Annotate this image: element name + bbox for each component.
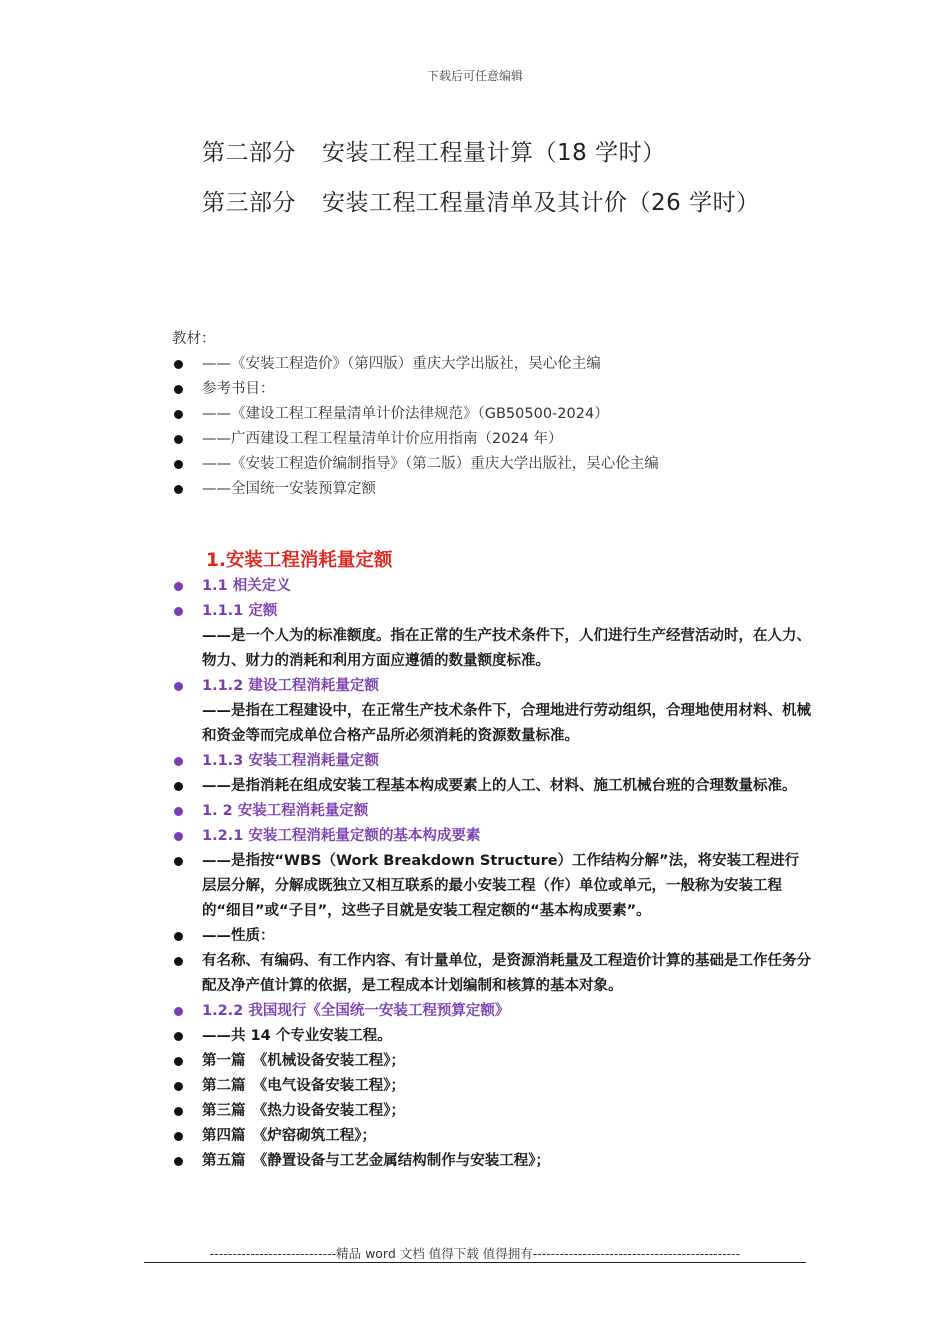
bullet-icon [174, 807, 183, 816]
heading-1-2-2: 1.2.2 我国现行《全国统一安装工程预算定额》 [172, 999, 812, 1024]
nature-text: 有名称、有编码、有工作内容、有计量单位，是资源消耗量及工程造价计算的基础是工作任务分配及净产值计算的依据，是工程成本计划编制和核算的基本对象。 [172, 949, 812, 999]
part-three-title [202, 184, 760, 217]
volume-item: 第三篇 《热力设备安装工程》； [172, 1099, 812, 1124]
bullet-icon [174, 410, 183, 419]
textbook-block [172, 327, 812, 502]
footer-note: ----------------------------精品 word 文档 值得下载 值得拥有---------------------------------------------- [209, 1246, 741, 1261]
volume-item: 第四篇 《炉窑砌筑工程》； [172, 1124, 812, 1149]
list-item: ——《安装工程造价编制指导》（第二版）重庆大学出版社，吴心伦主编 [172, 452, 812, 477]
section-consumption-quota [172, 547, 812, 1174]
heading-1-1-2: 1.1.2 建设工程消耗量定额 [172, 674, 812, 699]
list-item: ——广西建设工程工程量清单计价应用指南（2024 年） [172, 427, 812, 452]
bullet-icon [174, 932, 183, 941]
bullet-icon [174, 957, 183, 966]
heading-1-1: 1.1 相关定义 [172, 574, 812, 599]
bullet-icon [174, 435, 183, 444]
count-text: ——共 14 个专业安装工程。 [172, 1024, 812, 1049]
part-three-label: 第三部分 [202, 190, 296, 216]
paragraph-1-2-1: ——是指按“WBS（Work Breakdown Structure）工作结构分解”法，将安装工程进行层层分解，分解成既独立又相互联系的最小安装工程（作）单位或单元，一般称为安装工程的“细目”或“子目”，这些子目就是安装工程定额的“基本构成要素”。 [172, 849, 812, 924]
bullet-icon [174, 607, 183, 616]
volume-item: 第一篇 《机械设备安装工程》； [172, 1049, 812, 1074]
textbook-list [172, 352, 812, 502]
heading-1-1-3: 1.1.3 安装工程消耗量定额 [172, 749, 812, 774]
bullet-icon [174, 460, 183, 469]
volume-item: 第五篇 《静置设备与工艺金属结构制作与安装工程》； [172, 1149, 812, 1174]
bullet-icon [174, 682, 183, 691]
bullet-icon [174, 1057, 183, 1066]
list-item: ——全国统一安装预算定额 [172, 477, 812, 502]
bullet-icon [174, 782, 183, 791]
volume-item: 第二篇 《电气设备安装工程》； [172, 1074, 812, 1099]
nature-label: ——性质： [172, 924, 812, 949]
bullet-icon [174, 1107, 183, 1116]
bullet-icon [174, 582, 183, 591]
section-heading: 1.安装工程消耗量定额 [206, 550, 393, 571]
list-item: ——《安装工程造价》（第四版）重庆大学出版社，吴心伦主编 [172, 352, 812, 377]
bullet-icon [174, 360, 183, 369]
bullet-icon [174, 1132, 183, 1141]
bullet-icon [174, 1032, 183, 1041]
bullet-icon [174, 1082, 183, 1091]
part-two-title [202, 134, 666, 167]
heading-1-2: 1. 2 安装工程消耗量定额 [172, 799, 812, 824]
bullet-icon [174, 485, 183, 494]
paragraph-1-1-1: ——是一个人为的标准额度。指在正常的生产技术条件下，人们进行生产经营活动时，在人力、物力、财力的消耗和利用方面应遵循的数量额度标准。 [202, 628, 811, 669]
bullet-icon [174, 757, 183, 766]
bullet-icon [174, 857, 183, 866]
heading-1-1-1: 1.1.1 定额 [172, 599, 812, 624]
bullet-icon [174, 832, 183, 841]
part-two-label: 第二部分 [202, 140, 296, 166]
part-three-text: 安装工程工程量清单及其计价（26 学时） [322, 190, 760, 216]
list-item: ——《建设工程工程量清单计价法律规范》（GB50500-2024） [172, 402, 812, 427]
paragraph-1-1-3: ——是指消耗在组成安装工程基本构成要素上的人工、材料、施工机械台班的合理数量标准。 [172, 774, 812, 799]
bullet-icon [174, 1157, 183, 1166]
list-item: 参考书目： [172, 377, 812, 402]
header-note: 下载后可任意编辑 [426, 69, 523, 83]
bullet-icon [174, 385, 183, 394]
part-two-text: 安装工程工程量计算（18 学时） [322, 140, 666, 166]
paragraph-1-1-2: ——是指在工程建设中，在正常生产技术条件下，合理地进行劳动组织，合理地使用材料、机械和资金等而完成单位合格产品所必须消耗的资源数量标准。 [202, 703, 811, 744]
footer-divider [144, 1262, 806, 1263]
heading-1-2-1: 1.2.1 安装工程消耗量定额的基本构成要素 [172, 824, 812, 849]
textbook-label: 教材： [172, 331, 216, 347]
bullet-icon [174, 1007, 183, 1016]
